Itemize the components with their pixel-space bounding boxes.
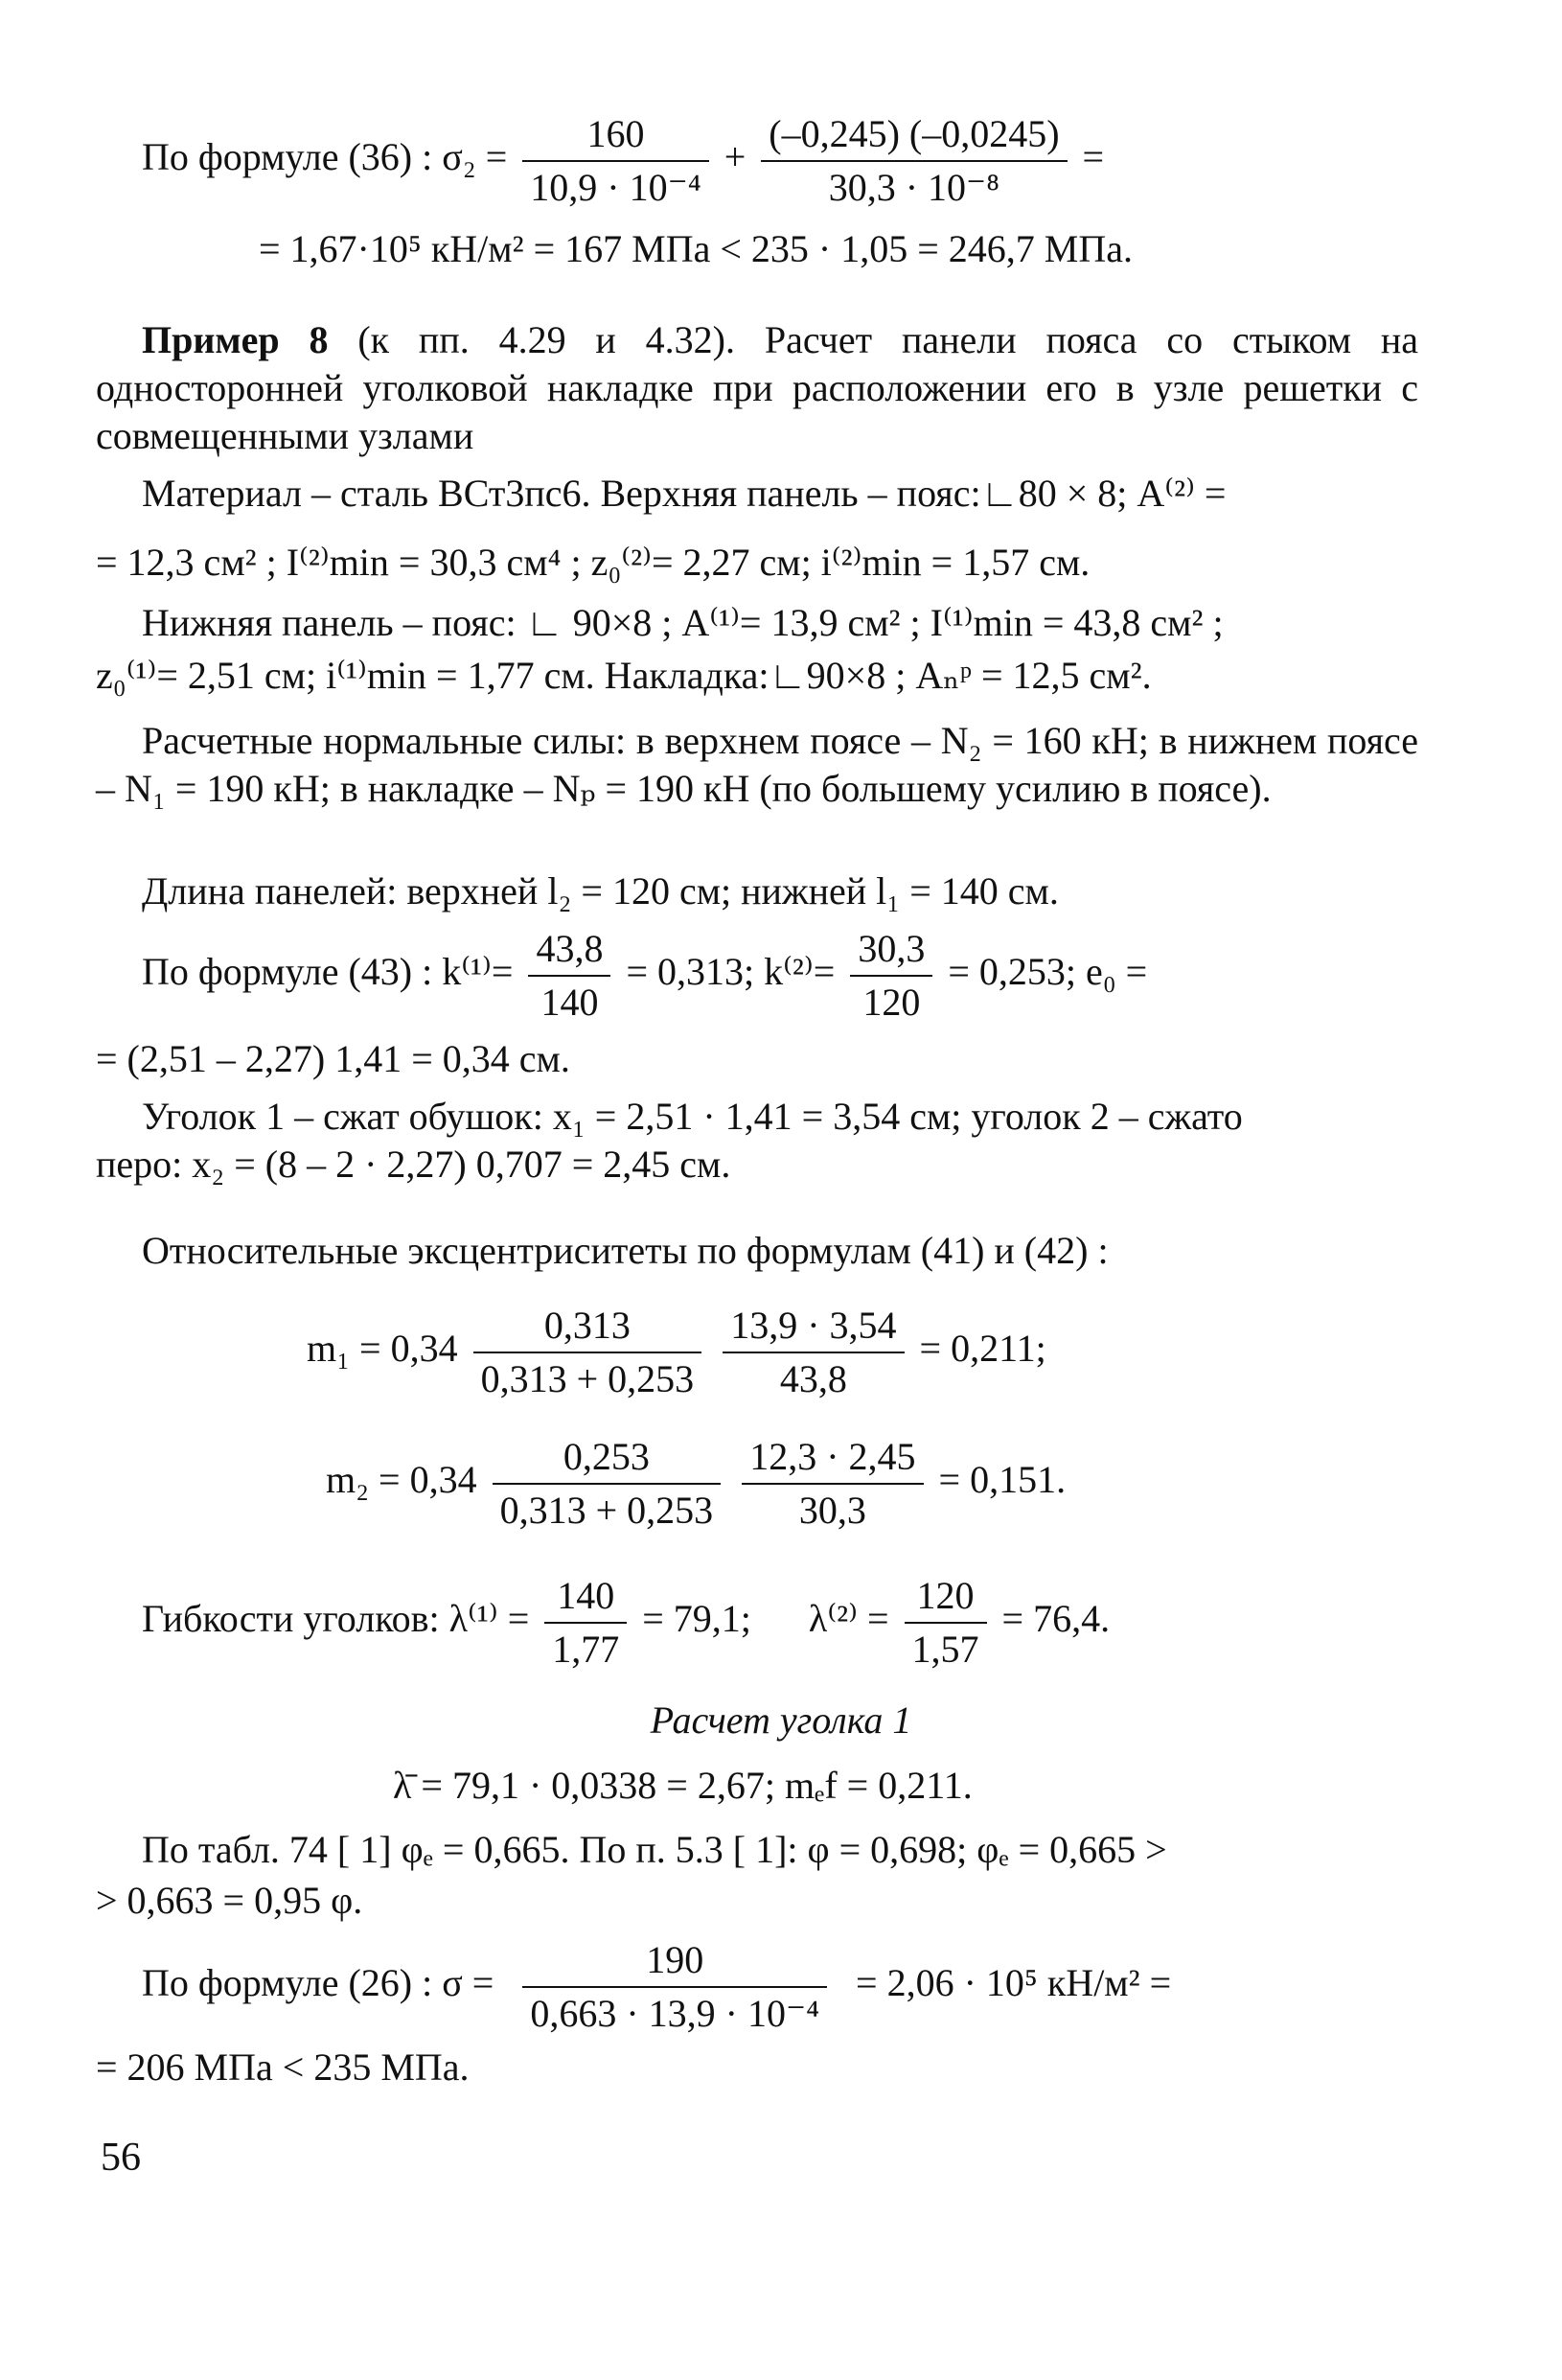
fraction-denominator: 120 (862, 981, 921, 1024)
example-8-paragraph (96, 316, 1418, 460)
lambda-bar-line: λ̄ = 79,1 · 0,0338 = 2,67; mₑf = 0,211. (393, 1764, 973, 1807)
fraction-denominator: 43,8 (779, 1357, 847, 1400)
fraction-numerator: 120 (905, 1572, 987, 1624)
lambda-1-symbol: λ⁽¹⁾ = (448, 1597, 530, 1641)
formula-36-fraction-2 (761, 110, 1067, 212)
formula-26-fraction (522, 1936, 827, 2038)
fraction-denominator: 140 (540, 981, 599, 1024)
fraction-denominator: 0,313 + 0,253 (480, 1357, 695, 1400)
k1-value: = 0,313; (626, 950, 755, 994)
k2-fraction (850, 925, 932, 1027)
example-label: Пример 8 (142, 318, 329, 361)
fraction-numerator: 12,3 · 2,45 (742, 1433, 923, 1485)
fraction-numerator: 43,8 (528, 925, 610, 977)
fraction-numerator: 30,3 (850, 925, 932, 977)
m1-fraction-2 (723, 1302, 904, 1403)
table-74-line-2: > 0,663 = 0,95 φ. (96, 1879, 363, 1922)
fraction-numerator: 190 (522, 1936, 827, 1988)
formula-26-value: = 2,06 · 10⁵ кН/м² = (856, 1961, 1172, 2005)
flexibility-lead: Гибкости уголков: (142, 1597, 440, 1641)
formula-m1 (307, 1302, 1046, 1403)
lambda-1-value: = 79,1; (642, 1597, 751, 1641)
fraction-numerator: 0,313 (473, 1302, 702, 1353)
fraction-denominator: 30,3 (798, 1489, 866, 1532)
k1-symbol: k⁽¹⁾= (442, 950, 514, 994)
forces-paragraph: Расчетные нормальные силы: в верхнем поясе – N₂ = 160 кН; в нижнем поясе – N₁ = 190 кН; в накладке – Nₚ = 190 кН (по большему усилию в поясе). (96, 719, 1418, 810)
formula-36 (142, 110, 1104, 212)
material-line-4: z₀⁽¹⁾= 2,51 см; i⁽¹⁾min = 1,77 см. Накладка:∟90×8 ; Aₙᵖ = 12,5 см². (96, 654, 1152, 697)
fraction-numerator: 0,253 (493, 1433, 722, 1485)
eccentricity-e0-line: = (2,51 – 2,27) 1,41 = 0,34 см. (96, 1037, 570, 1080)
material-line-1: Материал – сталь ВСт3пс6. Верхняя панель – пояс:∟80 × 8; A⁽²⁾ = (142, 472, 1227, 515)
formula-36-fraction-1 (522, 110, 708, 212)
table-74-line-1: По табл. 74 [ 1] φₑ = 0,665. По п. 5.3 [ 1]: φ = 0,698; φₑ = 0,665 > (142, 1828, 1167, 1871)
formula-43 (142, 925, 1147, 1027)
angles-line-2: перо: x₂ = (8 – 2 · 2,27) 0,707 = 2,45 см. (96, 1143, 731, 1186)
formula-36-lead: По формуле (36) : σ₂ = (142, 135, 508, 179)
k1-fraction (528, 925, 610, 1027)
material-line-3: Нижняя панель – пояс: ∟ 90×8 ; A⁽¹⁾= 13,9 см² ; I⁽¹⁾min = 43,8 см² ; (142, 601, 1224, 644)
lambda-1-fraction (544, 1572, 627, 1674)
m1-fraction-1 (473, 1302, 702, 1403)
formula-43-lead: По формуле (43) : (142, 950, 433, 994)
formula-26-result: = 206 МПа < 235 МПа. (96, 2045, 470, 2089)
lambda-2-symbol: λ⁽²⁾ = (808, 1597, 889, 1641)
m1-lead: m₁ = 0,34 (307, 1327, 458, 1371)
m2-fraction-2 (742, 1433, 923, 1535)
lambda-2-value: = 76,4. (1001, 1597, 1111, 1641)
fraction-denominator: 1,77 (552, 1628, 620, 1671)
plus-sign: + (724, 135, 747, 179)
formula-26 (142, 1936, 1171, 2038)
lengths-line: Длина панелей: верхней l₂ = 120 см; нижней l₁ = 140 см. (142, 869, 1059, 913)
fraction-numerator: 13,9 · 3,54 (723, 1302, 904, 1353)
m2-fraction-1 (493, 1433, 722, 1535)
formula-26-lead: По формуле (26) : σ = (142, 1961, 494, 2005)
formula-36-result: = 1,67·10⁵ кН/м² = 167 МПа < 235 · 1,05 = 246,7 МПа. (259, 227, 1133, 270)
calc-heading-text: Расчет уголка 1 (650, 1698, 912, 1742)
fraction-denominator: 10,9 · 10⁻⁴ (530, 166, 701, 209)
example-text: (к пп. 4.29 и 4.32). Расчет панели пояса со стыком на односторонней уголковой накладке при расположении его в узле решетки с совмещенными узлами (96, 318, 1419, 457)
fraction-numerator: (–0,245) (–0,0245) (761, 110, 1067, 162)
m1-value: = 0,211; (919, 1327, 1046, 1371)
equals-sign: = (1082, 135, 1105, 179)
fraction-denominator: 0,663 · 13,9 · 10⁻⁴ (530, 1992, 820, 2035)
flexibility-line (142, 1572, 1110, 1674)
k2-value: = 0,253; e₀ = (948, 950, 1148, 994)
m2-value: = 0,151. (938, 1458, 1067, 1502)
fraction-denominator: 1,57 (911, 1628, 979, 1671)
k2-symbol: k⁽²⁾= (764, 950, 836, 994)
fraction-denominator: 0,313 + 0,253 (499, 1489, 714, 1532)
fraction-denominator: 30,3 · 10⁻⁸ (828, 166, 1000, 209)
m2-lead: m₂ = 0,34 (326, 1458, 477, 1502)
fraction-numerator: 140 (544, 1572, 627, 1624)
page-number: 56 (101, 2136, 141, 2180)
angles-line-1: Уголок 1 – сжат обушок: x₁ = 2,51 · 1,41 = 3,54 см; уголок 2 – сжато (142, 1095, 1243, 1138)
calc-heading (0, 1697, 1562, 1745)
lambda-2-fraction (905, 1572, 987, 1674)
material-line-2: = 12,3 см² ; I⁽²⁾min = 30,3 см⁴ ; z₀⁽²⁾= 2,27 см; i⁽²⁾min = 1,57 см. (96, 541, 1091, 584)
fraction-numerator: 160 (522, 110, 708, 162)
formula-m2 (326, 1433, 1066, 1535)
eccentricities-heading: Относительные эксцентриситеты по формулам (41) и (42) : (142, 1229, 1109, 1272)
